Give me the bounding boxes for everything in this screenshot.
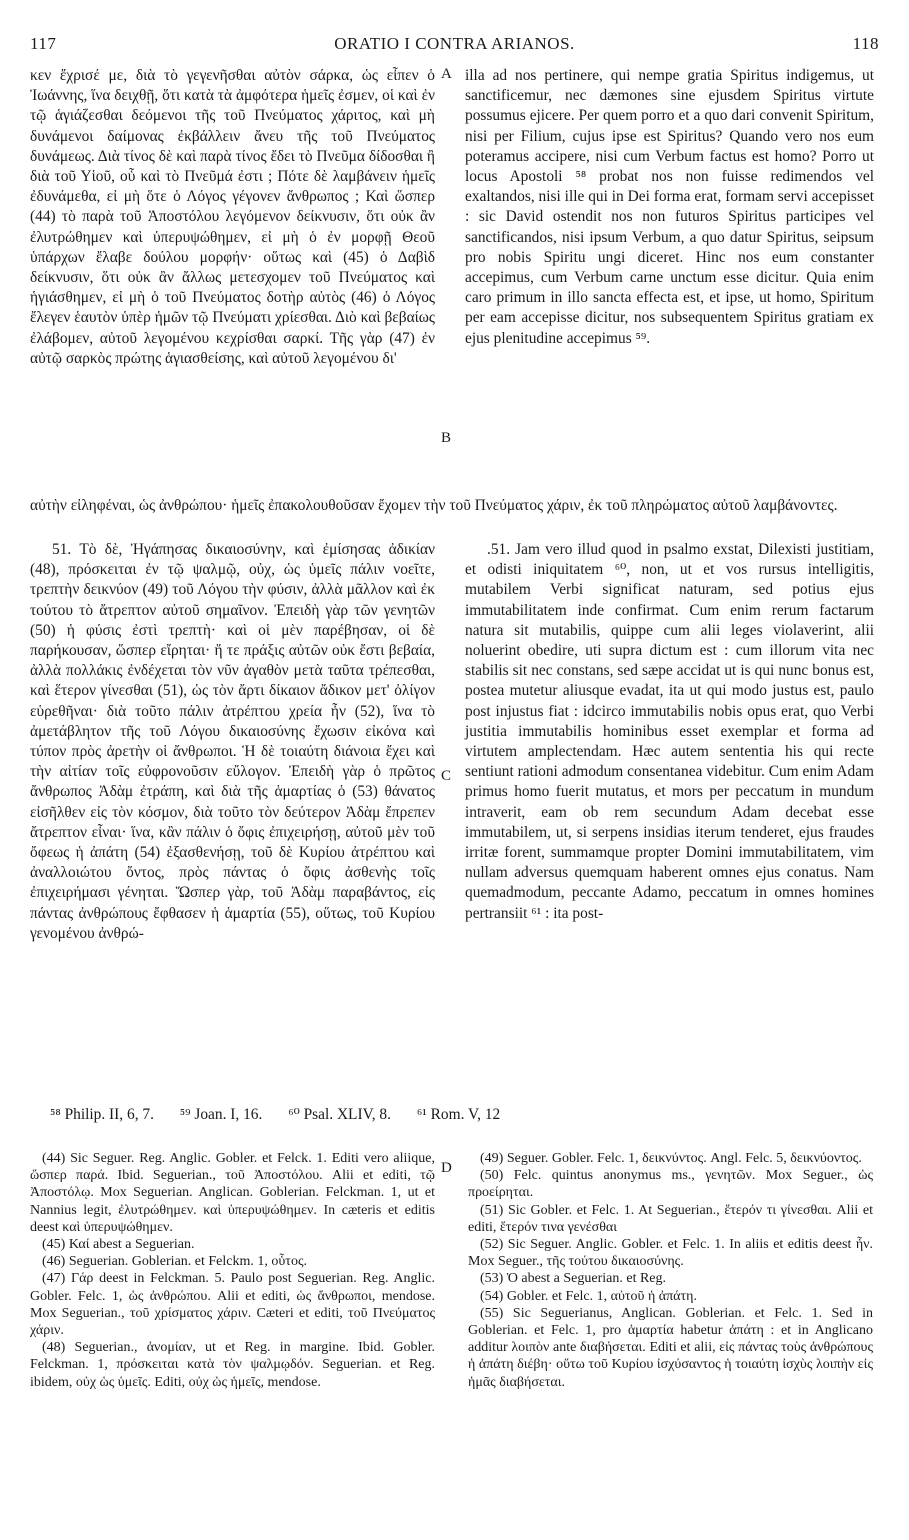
greek-column-section-51 (30, 540, 435, 944)
footnote: (51) Sic Gobler. et Felc. 1. At Seguerian., ἕτερόν τι γίνεσθαι. Alii et editi, ἕτερόν τινα γενέσθαι (468, 1202, 873, 1235)
scripture-ref: ⁶¹ Rom. V, 12 (416, 1106, 501, 1123)
latin-text-section-51: .51. Jam vero illud quod in psalmo exstat, Dilexisti justitiam, et odisti iniquitatem ⁶⁰, non, ut et vos rursus intelligitis, mutabilem Verbi significat naturam, sed potius ejus immutabilitatem inde confirmat. Cum enim rerum factarum natura sit mutabilis, quippe cum alii leges violaverint, alii noluerint obedire, uti supra dictum est : cum illorum vita nec stabilis sit nec constans, sed sæpe accidat ut is qui nunc bonus est, postea mutetur aliusque evadat, ita ut qui modo justus est, paulo post injustus fiat : idcirco immutabilis nobis opus erat, quo Verbi justitia immutabilis hominibus esset exemplar et forma ad virtutem amplectendam. Hæc autem sententia his qui recte sentiunt rationi admodum consentanea videbitur. Cum enim Adam primus homo fuerit mutatus, et mors per peccatum in mundum intraverit, eam ob rem secundum Adam decebat esse immutabilem, ut, si serpens insidias iterum tenderet, ejus fraudes irritæ forent, summamque propter Domini immutabilitatem, vim nullam adversus quemquam haberent omnes ejus conatus. Nam quemadmodum, peccante Adamo, peccatum in omnes homines pertransiit ⁶¹ : ita post- (465, 541, 874, 922)
footnote: (54) Gobler. et Felc. 1, αὐτοῦ ἡ ἀπάτη. (480, 1288, 697, 1304)
footnote: (47) Γάρ deest in Felckman. 5. Paulo post Seguerian. Reg. Anglic. Gobler. Felc. 1, ὡς ἀνθρώπου. Alii et editi, ὡς ἄνθρωποι, mendose. Mox Seguerian., τοῦ χρίσματος χάριν. Cæteri et editi, τοῦ Πνεύματος χάριν. (30, 1271, 435, 1339)
footnote: (52) Sic Seguer. Anglic. Gobler. et Felc. 1. In aliis et editis deest ἦν. Mox Seguer., τῆς τούτου δικαιοσύνης. (468, 1237, 873, 1270)
scripture-ref: ⁶⁰ Psal. XLIV, 8. (288, 1106, 391, 1123)
latin-column-top (465, 66, 874, 349)
margin-mark-a: A (441, 66, 452, 82)
margin-mark-d: D (441, 1160, 452, 1176)
footnote: (53) Ὁ abest a Seguerian. et Reg. (480, 1271, 667, 1287)
footnotes-left (30, 1150, 435, 1391)
footnote: (46) Seguerian. Goblerian. et Felckm. 1, οὗτος. (42, 1254, 307, 1270)
greek-text-top: κεν ἔχρισέ με, διὰ τὸ γεγενῆσθαι αὐτὸν σάρκα, ὡς εἶπεν ὁ Ἰωάννης, ἵνα δειχθῇ, ὅτι κατὰ τὰ ἀμφότερα ἡμεῖς ἐσμεν, οἱ καὶ ἐν τῷ ἁγιάζεσθαι δεόμενοι τῆς τοῦ Πνεύματος χάριτος, καὶ μὴ δυνάμενοι δαίμονας ἐκβάλλειν ἄνευ τῆς τοῦ Πνεύματος δυνάμεως. Διὰ τίνος δὲ καὶ παρὰ τίνος ἔδει τὸ Πνεῦμα δίδοσθαι ἢ διὰ τοῦ Υἱοῦ, οὗ καὶ τὸ Πνεῦμά ἐστι ; Πότε δὲ λαμβάνειν ἡμεῖς ἐδυνάμεθα, εἰ μὴ ὅτε ὁ Λόγος γέγονεν ἄνθρωπος ; Καὶ ὥσπερ (44) τὸ παρὰ τοῦ Ἀποστόλου λεγόμενον δείκνυσιν, ὅτι οὐκ ἂν ἐλυτρώθημεν καὶ ὑπερυψώθημεν, εἰ μὴ ὁ ἐν μορφῇ Θεοῦ ὑπάρχων ἔλαβε δούλου μορφήν· οὕτως καὶ (45) ὁ Δαβὶδ δείκνυσιν, ὅτι οὐκ ἂν ἄλλως μετεσχομεν τοῦ Πνεύματος καὶ ἡγιάσθημεν, εἰ μὴ ὁ τοῦ Πνεύματος δοτὴρ αὐτὸς (46) ὁ Λόγος ἔλεγεν ἑαυτὸν ὑπὲρ ἡμῶν τῷ Πνεύματι χρίεσθαι. Διὸ καὶ βεβαίως ἐλάβομεν, αὐτοῦ λεγομένου κεχρίσθαι σαρκί. Τῆς γὰρ (47) ἐν αὐτῷ σαρκὸς πρώτης ἁγιασθείσης, καὶ αὐτοῦ λεγομένου δι' (30, 67, 435, 367)
footnote: (45) Καί abest a Seguerian. (42, 1237, 195, 1253)
footnote: (48) Seguerian., ἀνομίαν, ut et Reg. in margine. Ibid. Gobler. Felckman. 1, πρόσκειται κατὰ τὸν ψαλμῳδόν. Seguerian. et Reg. ibidem, οὐχ ὡς ὑμεῖς. Editi, οὐχ ὡς ἡμεῖς, mendose. (30, 1340, 435, 1390)
footnote: (55) Sic Seguerianus, Anglican. Goblerian. et Felc. 1. Sed in Goblerian. et Felc. 1, pro ἁμαρτία habetur ἀπάτη : et in Anglicano additur λοιπὸν ante διαβήσεται. Editi et alii, εἰς πάντας τοὺς ἀνθρώπους ἡ ἀπάτη διέβη· οὕτω τοῦ Κυρίου ἰσχύσαντος ἡ τοιαύτη ἰσχὺς λοιπὴν εἰς ἡμᾶς διαβήσεται. (468, 1305, 873, 1390)
running-title: ORATIO I CONTRA ARIANOS. (334, 34, 575, 53)
footnote: (49) Seguer. Gobler. Felc. 1, δεικνύντος. Angl. Felc. 5, δεικνύοντος. (480, 1151, 862, 1166)
footnote: (44) Sic Seguer. Reg. Anglic. Gobler. et Felck. 1. Editi vero aliique, ὥσπερ παρά. Ibid. Seguerian., τοῦ Ἀποστόλου. Alii et editi, τῷ Ἀποστόλῳ. Mox Seguerian. Anglican. Goblerian. Felckman. 1, ut et Nannius legit, ἐλυτρώθημεν. καὶ ὑπερυψώθημεν. In cæteris et editis deest καὶ ὑπερυψώθημεν. (30, 1151, 435, 1235)
greek-bridge-line (30, 496, 874, 516)
page-number-right: 118 (852, 34, 879, 53)
greek-bridge-text: αὐτὴν εἰληφέναι, ὡς ἀνθρώπου· ἡμεῖς ἐπακολουθοῦσαν ἔχομεν τὴν τοῦ Πνεύματος χάριν, ἐκ τοῦ πληρώματος αὐτοῦ λαμβάνοντες. (30, 497, 838, 514)
scripture-ref: ⁵⁹ Joan. I, 16. (179, 1106, 263, 1123)
scripture-ref: ⁵⁸ Philip. II, 6, 7. (50, 1106, 154, 1123)
latin-column-section-51 (465, 540, 874, 924)
footnote: (50) Felc. quintus anonymus ms., γενητῶν. Mox Seguer., ὡς προείρηται. (468, 1168, 873, 1201)
running-header (30, 34, 879, 60)
margin-mark-b: B (441, 430, 452, 446)
page-number-left: 117 (30, 34, 57, 53)
greek-text-section-51: 51. Τὸ δὲ, Ἠγάπησας δικαιοσύνην, καὶ ἐμίσησας ἀδικίαν (48), πρόσκειται ἐν τῷ ψαλμῷ, οὐχ, ὡς ὑμεῖς πάλιν νοεῖτε, τρεπτὴν δεικνύον (49) τοῦ Λόγου τὴν φύσιν, ἀλλὰ μᾶλλον καὶ ἐκ τούτου τὸ ἄτρεπτον αὐτοῦ σημαῖνον. Ἐπειδὴ γὰρ τῶν γενητῶν (50) ἡ φύσις ἐστὶ τρεπτὴ· καὶ οἱ μὲν παρέβησαν, οἱ δὲ παρήκουσαν, ὥσπερ εἴρηται· ἥ τε πράξις αὐτῶν οὐκ ἔστι βεβαία, ἀλλὰ πολλάκις ἐνδέχεται τὸν νῦν ἀγαθὸν μετὰ ταῦτα τρέπεσθαι, καὶ ἕτερον γίνεσθαι (51), ὡς τὸν ἄρτι δίκαιον ἄδικον μετ' ὀλίγον εὑρεθῆναι· διὰ τοῦτο πάλιν ἀτρέπτου χρεία ἦν (52), ἵνα τὸ ἀμετάβλητον τῆς τοῦ Λόγου δικαιοσύνης ἔχωσιν εἰκόνα καὶ τύπον πρὸς ἀρετὴν οἱ ἄνθρωποι. Ἡ δὲ τοιαύτη διάνοια ἔχει καὶ τὴν αἰτίαν τοῖς εὐφρονοῦσιν εὔλογον. Ἐπειδὴ γὰρ ὁ πρῶτος ἄνθρωπος Ἀδὰμ ἐτράπη, καὶ διὰ τῆς ἁμαρτίας ὁ (53) θάνατος εἰσῆλθεν εἰς τὸν κόσμον, διὰ τοῦτο τὸν δεύτερον Ἀδὰμ ἔπρεπεν ἄτρεπτον εἶναι· ἵνα, κἂν πάλιν ὁ ὄφις ἐπιχειρήσῃ, αὐτοῦ μὲν τοῦ ὄφεως ἡ ἀπάτη (54) ἐξασθενήσῃ, τοῦ δὲ Κυρίου ἀτρέπτου καὶ ἀναλλοιώτου ὄντος, πρὸς πάντας ὁ ὄφις ἀσθενὴς τοῖς ἐπιχειρήμασι γένηται. Ὥσπερ γὰρ, τοῦ Ἀδὰμ παραβάντος, εἰς πάντας ἀνθρώπους ἔφθασεν ἡ ἁμαρτία (55), οὕτως, τοῦ Κυρίου γενομένου ἀνθρώ- (30, 541, 435, 942)
margin-mark-c: C (441, 768, 452, 784)
footnotes-right (468, 1150, 873, 1391)
scripture-references (50, 1105, 870, 1124)
greek-column-top (30, 66, 435, 369)
latin-text-top: illa ad nos pertinere, qui nempe gratia Spiritus indigemus, ut sanctificemur, nec dæmones sine ejusdem Spiritus virtute possumus ejicere. Per quem porro et a quo dari convenit Spiritum, nisi per Filium, cujus ipse est Spiritus? Quando vero nos eum poteramus accipere, nisi cum Verbum factus est homo? Porro ut locus Apostoli ⁵⁸ probat nos non fuisse redimendos vel exaltandos, nisi ille qui in Dei forma erat, formam servi accepisset : sic David ostendit nos non futuros Spiritus participes vel sanctificandos, nisi ipsum Verbum, a quo datur Spiritus, seipsum pro nobis Spiritu ungi diceret. Hinc nos eum constanter accepimus, cum Verbum carne unctum esse dicitur. Quia enim caro primum in illo sancta effecta est, et ipse, ut homo, Spiritum per eam accepisse dicitur, nos subsequentem Spiritus gratiam ex ejus plenitudine accepimus ⁵⁹. (465, 67, 874, 347)
